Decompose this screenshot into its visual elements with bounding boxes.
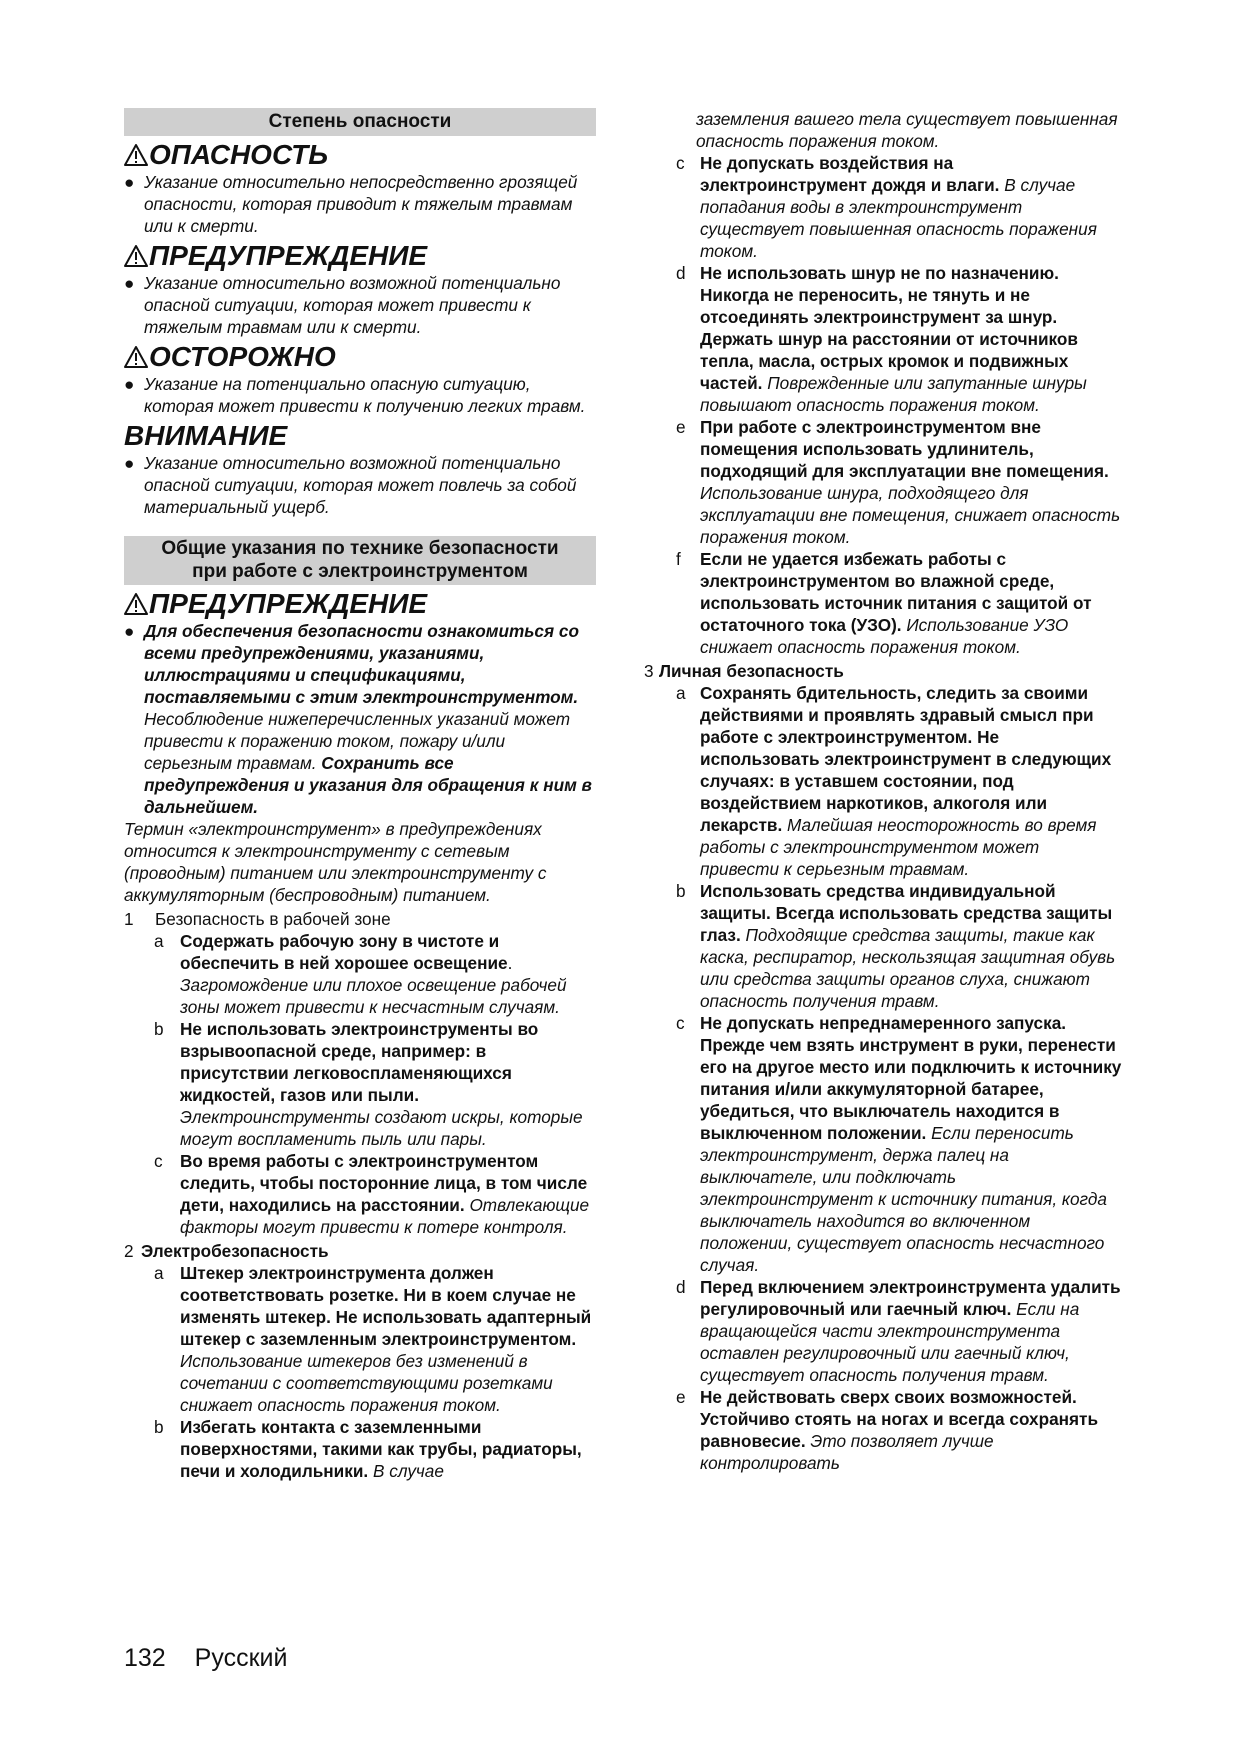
caution-description: ● Указание на потенциально опасную ситуацию, которая может привести к получению легких травм.: [124, 374, 586, 416]
notice-heading: [124, 419, 596, 452]
right-column: [644, 108, 1122, 1474]
section-1-title: 1 Безопасность в рабочей зоне: [124, 909, 391, 929]
page-language: Русский: [194, 1644, 288, 1672]
warning-triangle-icon: [124, 244, 148, 268]
page-footer: [124, 1643, 287, 1673]
bullet-icon: ●: [124, 273, 135, 293]
warning-triangle-icon: [124, 143, 148, 167]
section-3-title: 3 Личная безопасность: [644, 661, 844, 681]
section-2e: e При работе с электроинструментом вне помещения использовать удлинитель, подходящий для эксплуатации вне помещения. Использование шнура, подходящего для эксплуатации вне помещения, снижает опасность поражения током.: [676, 417, 1121, 547]
general-warning-heading: [124, 587, 596, 620]
section-2a: a Штекер электроинструмента должен соответствовать розетке. Ни в коем случае не изменять штекер. Не использовать адаптерный штекер с заземленным электроинструментом. Использование штекеров без изменений в сочетании с соответствующими розетками снижает опасность поражения током.: [154, 1263, 592, 1415]
section-3e: e Не действовать сверх своих возможностей. Устойчиво стоять на ногах и всегда сохранять равновесие. Это позволяет лучше контролировать: [676, 1387, 1099, 1473]
bullet-icon: ●: [124, 621, 135, 641]
bullet-icon: ●: [124, 453, 135, 473]
danger-title: ОПАСНОСТЬ: [149, 139, 329, 170]
warning-heading: [124, 239, 596, 272]
section-3d: d Перед включением электроинструмента удалить регулировочный или гаечный ключ. Если на вращающейся части электроинструмента оставлен регулировочный или гаечный ключ, существует опасность получения травм.: [676, 1277, 1121, 1385]
bullet-icon: ●: [124, 172, 135, 192]
general-safety-header: Общие указания по технике безопасности при работе с электроинструментом: [124, 536, 596, 585]
hazard-level-header: Степень опасности: [124, 108, 596, 136]
section-2b: b Избегать контакта с заземленными поверхностями, такими как трубы, радиаторы, печи и холодильники. В случае: [154, 1417, 582, 1481]
warning-triangle-icon: [124, 345, 148, 369]
warning-triangle-icon: [124, 592, 148, 616]
section-2f: f Если не удается избежать работы с электроинструментом во влажной среде, использовать источник питания с защитой от остаточного тока (УЗО). Использование УЗО снижает опасность поражения током.: [676, 549, 1092, 657]
section-2c: c Не допускать воздействия на электроинструмент дождя и влаги. В случае попадания воды в электроинструмент существует повышенная опасность поражения током.: [676, 153, 1097, 261]
general-warning-bullet: ● Для обеспечения безопасности ознакомиться со всеми предупреждениями, указаниями, иллюстрациями и спецификациями, поставляемыми с этим электроинструментом. Несоблюдение нижеперечисленных указаний может привести к поражению током, пожару и/или серьезным травмам. Сохранить все предупреждения и указания для обращения к ним в дальнейшем.: [124, 621, 592, 817]
notice-title: ВНИМАНИЕ: [124, 420, 288, 451]
section-2b-continued: заземления вашего тела существует повышенная опасность поражения током.: [696, 109, 1118, 151]
notice-description: ● Указание относительно возможной потенциально опасной ситуации, которая может повлечь за собой материальный ущерб.: [124, 453, 577, 517]
warning-description: ● Указание относительно возможной потенциально опасной ситуации, которая может привести к тяжелым травмам или к смерти.: [124, 273, 561, 337]
section-3a: a Сохранять бдительность, следить за своими действиями и проявлять здравый смысл при работе с электроинструментом. Не использовать электроинструмент в следующих случаях: в уставшем состоянии, под воздействием наркотиков, алкоголя или лекарств. Малейшая неосторожность во время работы с электроинструментом может привести к серьезным травмам.: [676, 683, 1112, 879]
danger-heading: [124, 138, 596, 171]
section-2-title: 2 Электробезопасность: [124, 1241, 329, 1261]
danger-description: ● Указание относительно непосредственно грозящей опасности, которая приводит к тяжелым травмам или к смерти.: [124, 172, 578, 236]
section-3c: c Не допускать непреднамеренного запуска. Прежде чем взять инструмент в руки, перенести его на другое место или подключить к источнику питания и/или аккумуляторной батарее, убедиться, что выключатель находится в выключенном положении. Если переносить электроинструмент, держа палец на выключателе, или подключать электроинструмент к источнику питания, когда выключатель находится во включенном положении, существует опасность несчастного случая.: [676, 1013, 1122, 1275]
section-1a: a Содержать рабочую зону в чистоте и обеспечить в ней хорошее освещение. Загромождение или плохое освещение рабочей зоны может привести к несчастным случаям.: [154, 931, 567, 1017]
page-number: 132: [124, 1644, 166, 1672]
caution-heading: [124, 340, 596, 373]
section-1c: c Во время работы с электроинструментом следить, чтобы посторонние лица, в том числе дети, находились на расстоянии. Отвлекающие факторы могут привести к потере контроля.: [154, 1151, 590, 1237]
section-1b: b Не использовать электроинструменты во взрывоопасной среде, например: в присутствии легковоспламеняющихся жидкостей, газов или пыли. Электроинструменты создают искры, которые могут воспламенить пыль или пары.: [154, 1019, 583, 1149]
power-tool-term: Термин «электроинструмент» в предупреждениях относится к электроинструменту с сетевым (проводным) питанием или электроинструменту с аккумуляторным (беспроводным) питанием.: [124, 819, 547, 905]
section-3b: b Использовать средства индивидуальной защиты. Всегда использовать средства защиты глаз. Подходящие средства защиты, такие как каска, респиратор, нескользящая защитная обувь или средства защиты органов слуха, снижают опасность получения травм.: [676, 881, 1116, 1011]
warning-title: ПРЕДУПРЕЖДЕНИЕ: [149, 240, 428, 271]
bullet-icon: ●: [124, 374, 135, 394]
general-warning-title: ПРЕДУПРЕЖДЕНИЕ: [149, 588, 428, 619]
left-column: [124, 108, 596, 1482]
caution-title: ОСТОРОЖНО: [149, 341, 336, 372]
section-2d: d Не использовать шнур не по назначению. Никогда не переносить, не тянуть и не отсоединять электроинструмент за шнур. Держать шнур на расстоянии от источников тепла, масла, острых кромок и подвижных частей. Поврежденные или запутанные шнуры повышают опасность поражения током.: [676, 263, 1087, 415]
